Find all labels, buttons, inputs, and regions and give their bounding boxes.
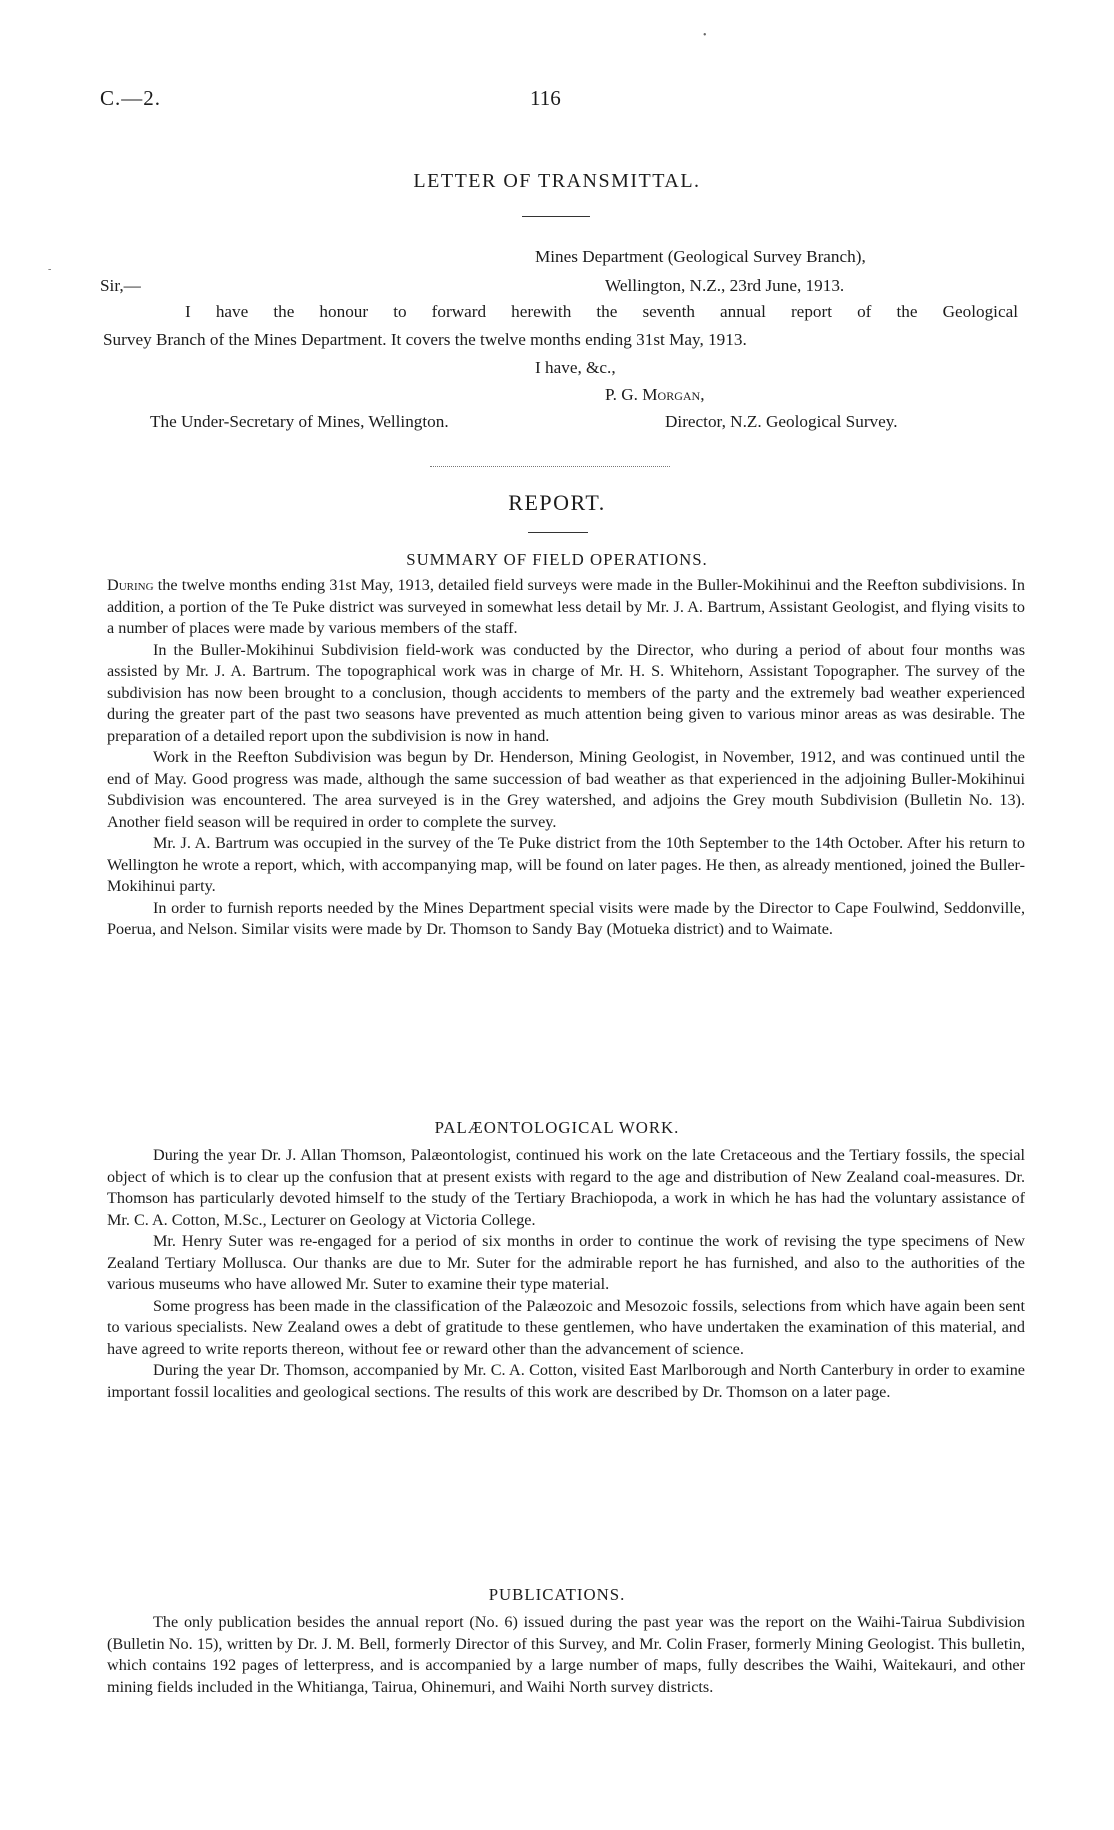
palaeontological-paragraph-3: Some progress has been made in the classification of the Palæozoic and Mesozoic fossils, selections from which have again been sent to various specialists. New Zealand owes a debt of gratitude to these gentlemen, who have undertaken the examination of this material, and have agreed to write reports thereon, without fee or reward other than the advancement of science. (107, 1296, 1025, 1358)
page-number: 116 (530, 86, 561, 110)
title-rule (522, 216, 590, 217)
letter-body-line-1: I have the honour to forward herewith the seventh annual report of the Geological (185, 302, 1018, 321)
summary-paragraph-2: In the Buller-Mokihinui Subdivision field-work was conducted by the Director, who during a period of about four months was assisted by Mr. J. A. Bartrum. The topographical work was in charge of Mr. H. S. Whitehorn, Assistant Topographer. The survey of the subdivision has now been brought to a conclusion, though accidents to members of the party and the extremely bad weather experienced during the greater part of the past two seasons have prevented as much attention being given to various minor areas as was desirable. The preparation of a detailed report upon the subdivision is now in hand. (107, 640, 1025, 745)
summary-paragraph-1-text: the twelve months ending 31st May, 1913, detailed field surveys were made in the Buller-Mokihinui and the Reefton subdivisions. In addition, a portion of the Te Puke district was surveyed in somewhat less detail by Mr. J. A. Bartrum, Assistant Geologist, and flying visits to a number of places were made by various members of the staff. (107, 576, 1025, 637)
signatory-title: Director, N.Z. Geological Survey. (665, 412, 898, 431)
margin-mark: - (48, 264, 52, 275)
address-line-1: Mines Department (Geological Survey Branch), (535, 247, 866, 266)
publications-paragraph-1: The only publication besides the annual report (No. 6) issued during the past year was the report on the Waihi-Tairua Subdivision (Bulletin No. 15), written by Dr. J. M. Bell, formerly Director of this Survey, and Mr. Colin Fraser, formerly Mining Geologist. This bulletin, which contains 192 pages of letterpress, and is accompanied by a large number of maps, fully describes the Waihi, Waitekauri, and other mining fields included in the Whitianga, Tairua, Ohinemuri, and Waihi North survey districts. (107, 1613, 1025, 1696)
palaeontological-heading: PALÆONTOLOGICAL WORK. (434, 1118, 680, 1137)
summary-paragraph-1 (107, 575, 1025, 640)
report-title: REPORT. (508, 490, 606, 515)
summary-section (107, 575, 1025, 941)
section-divider (430, 466, 670, 467)
letter-body-line-2: Survey Branch of the Mines Department. It covers the twelve months ending 31st May, 1913. (103, 330, 747, 349)
document-reference: C.—2. (100, 86, 162, 110)
letter-recipient: The Under-Secretary of Mines, Wellington. (150, 412, 449, 431)
signatory-name: P. G. Morgan, (605, 385, 705, 404)
summary-heading: SUMMARY OF FIELD OPERATIONS. (406, 550, 708, 569)
palaeontological-section (107, 1145, 1025, 1403)
palaeontological-paragraph-2: Mr. Henry Suter was re-engaged for a period of six months in order to continue the work of revising the type specimens of New Zealand Tertiary Mollusca. Our thanks are due to Mr. Suter for the admirable report he has furnished, and also to the authorities of the various museums who have allowed Mr. Suter to examine their type material. (107, 1232, 1025, 1293)
letter-title: LETTER OF TRANSMITTAL. (413, 170, 701, 192)
speck-mark: • (703, 30, 707, 41)
salutation: Sir,— (100, 276, 141, 295)
publications-heading: PUBLICATIONS. (488, 1585, 626, 1604)
palaeontological-paragraph-4: During the year Dr. Thomson, accompanied by Mr. C. A. Cotton, visited East Marlborough and North Canterbury in order to examine important fossil localities and geological sections. The results of this work are described by Dr. Thomson on a later page. (107, 1361, 1025, 1401)
palaeontological-paragraph-1: During the year Dr. J. Allan Thomson, Palæontologist, continued his work on the late Cretaceous and the Tertiary fossils, the special object of which is to clear up the confusion that at present exists with regard to the age and distribution of New Zealand coal-measures. Dr. Thomson has particularly devoted himself to the study of the Tertiary Brachiopoda, a work in which he has had the voluntary assistance of Mr. C. A. Cotton, M.Sc., Lecturer on Geology at Victoria College. (107, 1146, 1025, 1229)
letter-closing: I have, &c., (535, 358, 616, 377)
report-title-rule (528, 532, 588, 533)
address-line-2: Wellington, N.Z., 23rd June, 1913. (605, 276, 845, 295)
summary-paragraph-5: In order to furnish reports needed by the Mines Department special visits were made by the Director to Cape Foulwind, Seddonville, Poerua, and Nelson. Similar visits were made by Dr. Thomson to Sandy Bay (Motueka district) and to Waimate. (107, 898, 1025, 938)
summary-lead-word: During (107, 576, 154, 594)
publications-section (107, 1612, 1025, 1698)
summary-paragraph-3: Work in the Reefton Subdivision was begun by Dr. Henderson, Mining Geologist, in November, 1912, and was continued until the end of May. Good progress was made, although the same succession of bad weather as that experienced in the adjoining Buller-Mokihinui Subdivision was encountered. The area surveyed is in the Grey watershed, and adjoins the Grey mouth Subdivision (Bulletin No. 13). Another field season will be required in order to complete the survey. (107, 748, 1025, 831)
summary-paragraph-4: Mr. J. A. Bartrum was occupied in the survey of the Te Puke district from the 10th September to the 14th October. After his return to Wellington he wrote a report, which, with accompanying map, will be found on later pages. He then, as already mentioned, joined the Buller-Mokihinui party. (107, 834, 1025, 895)
